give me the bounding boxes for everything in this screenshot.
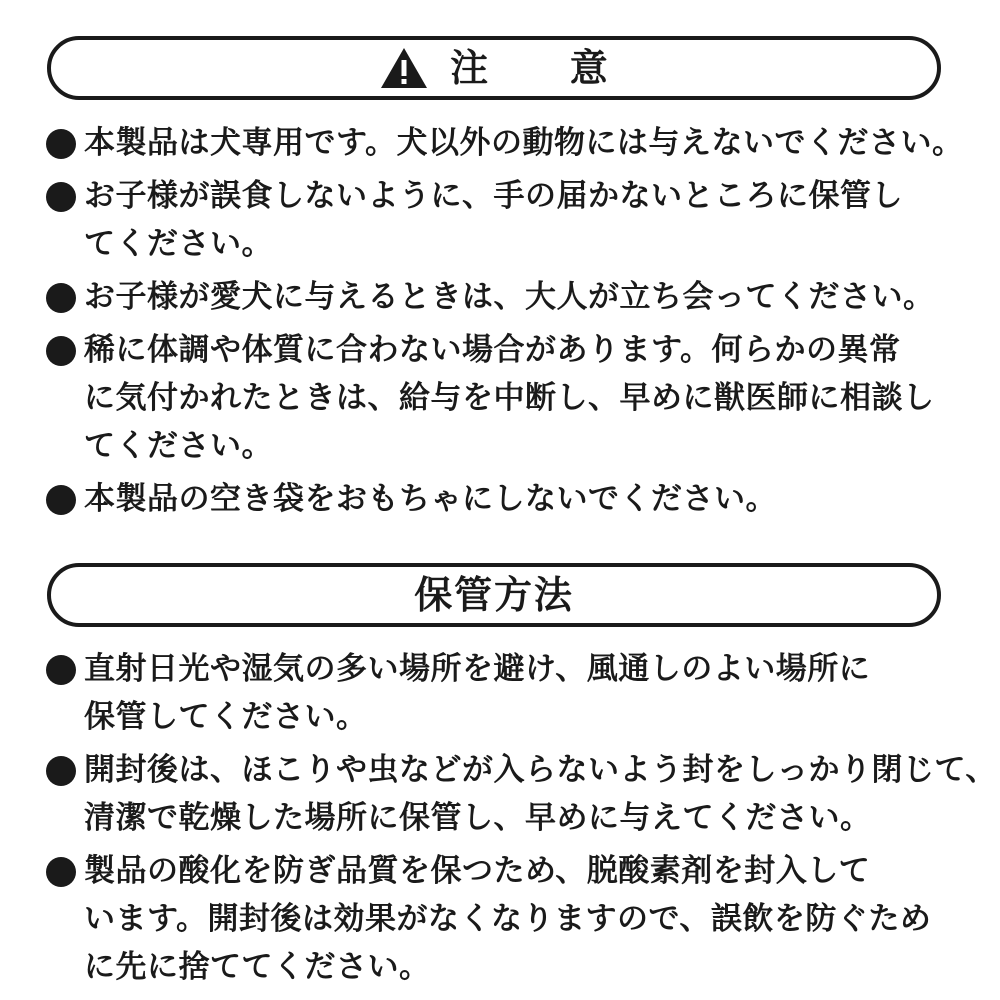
list-item-text: 本製品の空き袋をおもちゃにしないでください。 [84,481,777,517]
bullet-dot-icon [46,857,76,887]
list-item [46,273,956,321]
bullet-dot-icon [46,129,76,159]
bullet-dot-icon [46,283,76,313]
list-item [46,847,956,991]
list-item-text: に気付かれたときは、給与を中断し、早めに獣医師に相談し [84,380,935,416]
list-item-text: 製品の酸化を防ぎ品質を保つため、脱酸素剤を封入して [84,853,871,889]
list-item [46,746,997,842]
list-item-text: てください。 [84,428,273,464]
bullet-dot-icon [46,485,76,515]
list-item-text: お子様が愛犬に与えるときは、大人が立ち会ってください。 [84,279,935,315]
caution-title: 注 意 [450,46,643,90]
bullet-dot-icon [46,182,76,212]
list-item-text: います。開封後は効果がなくなりますので、誤飲を防ぐため [84,901,932,937]
bullet-dot-icon [46,336,76,366]
list-item-text: に先に捨ててください。 [84,949,431,985]
caution-list [46,119,964,528]
list-item-text: 稀に体調や体質に合わない場合があります。何らかの異常 [84,332,901,368]
list-item-text: 開封後は、ほこりや虫などが入らないよう封をしっかり閉じて、 [84,752,997,788]
list-item [46,645,956,741]
list-item-text: お子様が誤食しないように、手の届かないところに保管し [84,178,903,214]
storage-title: 保管方法 [414,573,574,617]
list-item [46,119,964,167]
storage-header [47,563,941,627]
list-item-text: 本製品は犬専用です。犬以外の動物には与えないでください。 [84,125,964,161]
list-item-text: 直射日光や湿気の多い場所を避け、風通しのよい場所に [84,651,871,687]
list-item [46,475,956,523]
bullet-dot-icon [46,756,76,786]
list-item-text: てください。 [84,226,273,262]
caution-header [47,36,941,100]
storage-list [46,645,997,996]
list-item [46,326,956,470]
warning-triangle-icon [380,47,428,89]
list-item-text: 清潔で乾燥した場所に保管し、早めに与えてください。 [84,800,872,836]
bullet-dot-icon [46,655,76,685]
list-item-text: 保管してください。 [84,699,368,735]
list-item [46,172,956,268]
